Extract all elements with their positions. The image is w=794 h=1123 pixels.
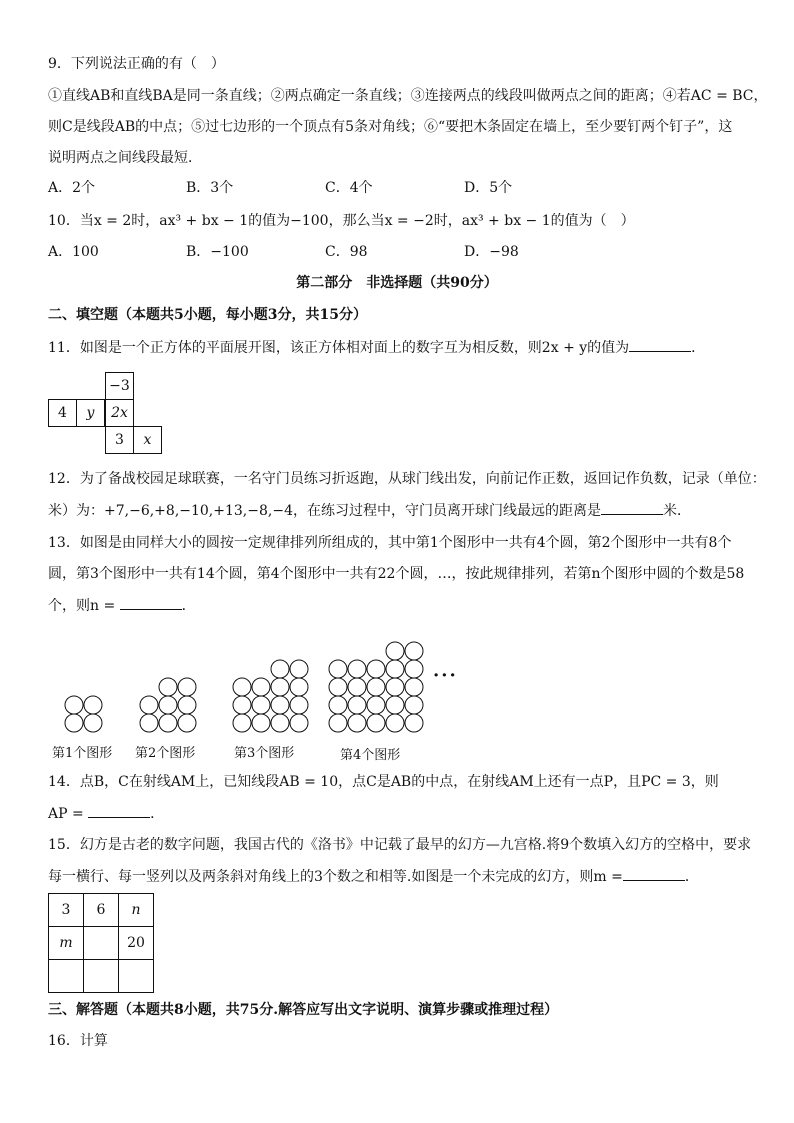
part2-heading: 第二部分 非选择题（共90分） — [296, 275, 498, 291]
circle-pattern-figures — [48, 622, 468, 762]
q15-answer-blank — [623, 866, 685, 881]
q13-line2: 圆，第3个图形中一共有14个圆，第4个图形中一共有22个圆，…，按此规律排列，若第n个图形中圆的个数是58 — [48, 566, 745, 582]
magic-square-grid — [48, 893, 154, 993]
q12-line2 — [48, 500, 691, 521]
q14-line2-text: AP = — [48, 806, 84, 822]
q9-line1: ①直线AB和直线BA是同一条直线；②两点确定一条直线；③连接两点的线段叫做两点之间的距离；④若AC = BC， — [48, 88, 768, 104]
q15-line1: 15．幻方是古老的数字问题，我国古代的《洛书》中记载了最早的幻方—九宫格.将9个数填入幻方的空格中，要求 — [48, 837, 752, 853]
net-cell-r2c3: 2x — [105, 399, 134, 427]
net-cell-top: −3 — [105, 372, 134, 400]
figure-3-circles — [233, 660, 308, 732]
net-cell-r3c4: x — [133, 426, 162, 454]
magic-cell-r3c2 — [84, 960, 119, 993]
section2-heading: 二、填空题（本题共5小题，每小题3分，共15分） — [48, 307, 367, 323]
q13-line1: 13．如图是由同样大小的圆按一定规律排列所组成的，其中第1个图形中一共有4个圆，第2个图形中一共有8个 — [48, 535, 732, 551]
magic-cell-r3c3 — [119, 960, 154, 993]
q11-stem-line — [48, 337, 705, 358]
q9-stem: 9．下列说法正确的有（ ） — [48, 56, 225, 72]
q12-unit: 米． — [662, 503, 691, 519]
q13-line3-text: 个，则n = — [48, 598, 116, 614]
figure-4-circles — [329, 642, 423, 732]
q9-line2: 则C是线段AB的中点；⑤过七边形的一个顶点有5条对角线；⑥“要把木条固定在墙上，至少要钉两个钉子”，这 — [48, 119, 733, 135]
figure-ellipsis: ··· — [433, 665, 458, 686]
figure-4-label: 第4个图形 — [340, 748, 401, 763]
figure-2-label: 第2个图形 — [135, 746, 196, 761]
figure-2-circles — [140, 678, 196, 732]
q15-tail: ． — [684, 869, 699, 885]
magic-cell-r3c1 — [49, 960, 84, 993]
q9-option-d: D．5个 — [464, 180, 513, 196]
q10-option-b: B．−100 — [186, 244, 249, 260]
q10-option-a: A．100 — [48, 244, 99, 260]
figure-1-circles — [65, 696, 102, 732]
q9-line3: 说明两点之间线段最短． — [48, 150, 202, 166]
net-cell-r2c2: y — [76, 399, 105, 427]
q13-tail: ． — [181, 598, 196, 614]
q14-line2 — [48, 803, 164, 824]
magic-cell-r1c1: 3 — [49, 894, 84, 927]
q14-answer-blank — [88, 803, 150, 818]
q12-line1: 12．为了备战校园足球联赛，一名守门员练习折返跑，从球门线出发，向前记作正数，返回记作负数，记录（单位： — [48, 471, 766, 487]
section3-heading: 三、解答题（本题共8小题，共75分.解答应写出文字说明、演算步骤或推理过程） — [48, 1002, 559, 1018]
q13-line3 — [48, 595, 196, 616]
q11-tail: ． — [691, 340, 706, 356]
cube-net-figure — [48, 372, 163, 454]
q15-line2 — [48, 866, 699, 887]
figure-3-label: 第3个图形 — [234, 746, 295, 761]
magic-cell-r2c3: 20 — [119, 927, 154, 960]
net-cell-r3c3: 3 — [105, 426, 134, 454]
q11-stem: 11．如图是一个正方体的平面展开图，该正方体相对面上的数字互为相反数，则2x + y的值为 — [48, 340, 630, 356]
q10-option-d: D．−98 — [464, 244, 519, 260]
q11-answer-blank — [629, 337, 691, 352]
magic-cell-r2c2 — [84, 927, 119, 960]
q10-stem: 10．当x = 2时，ax³ + bx − 1的值为−100，那么当x = −2时，ax³ + bx − 1的值为（ ） — [48, 213, 635, 229]
q12-line2-text: 米）为：+7,−6,+8,−10,+13,−8,−4，在练习过程中，守门员离开球门线最远的距离是 — [48, 503, 601, 519]
q13-answer-blank — [120, 595, 182, 610]
magic-cell-r1c3: n — [119, 894, 154, 927]
q14-line1: 14．点B，C在射线AM上，已知线段AB = 10，点C是AB的中点，在射线AM上还有一点P，且PC = 3，则 — [48, 774, 719, 790]
q16-stem: 16．计算 — [48, 1033, 108, 1049]
q15-line2-text: 每一横行、每一竖列以及两条斜对角线上的3个数之和相等.如图是一个未完成的幻方，则m = — [48, 869, 623, 885]
q10-option-c: C．98 — [325, 244, 368, 260]
magic-cell-r1c2: 6 — [84, 894, 119, 927]
q9-option-b: B．3个 — [186, 180, 234, 196]
figure-1-label: 第1个图形 — [52, 746, 113, 761]
net-cell-r2c1: 4 — [48, 399, 77, 427]
magic-cell-r2c1: m — [49, 927, 84, 960]
q12-answer-blank — [601, 500, 663, 515]
q14-tail: ． — [150, 806, 165, 822]
q9-option-a: A．2个 — [48, 180, 96, 196]
q9-option-c: C．4个 — [325, 180, 373, 196]
